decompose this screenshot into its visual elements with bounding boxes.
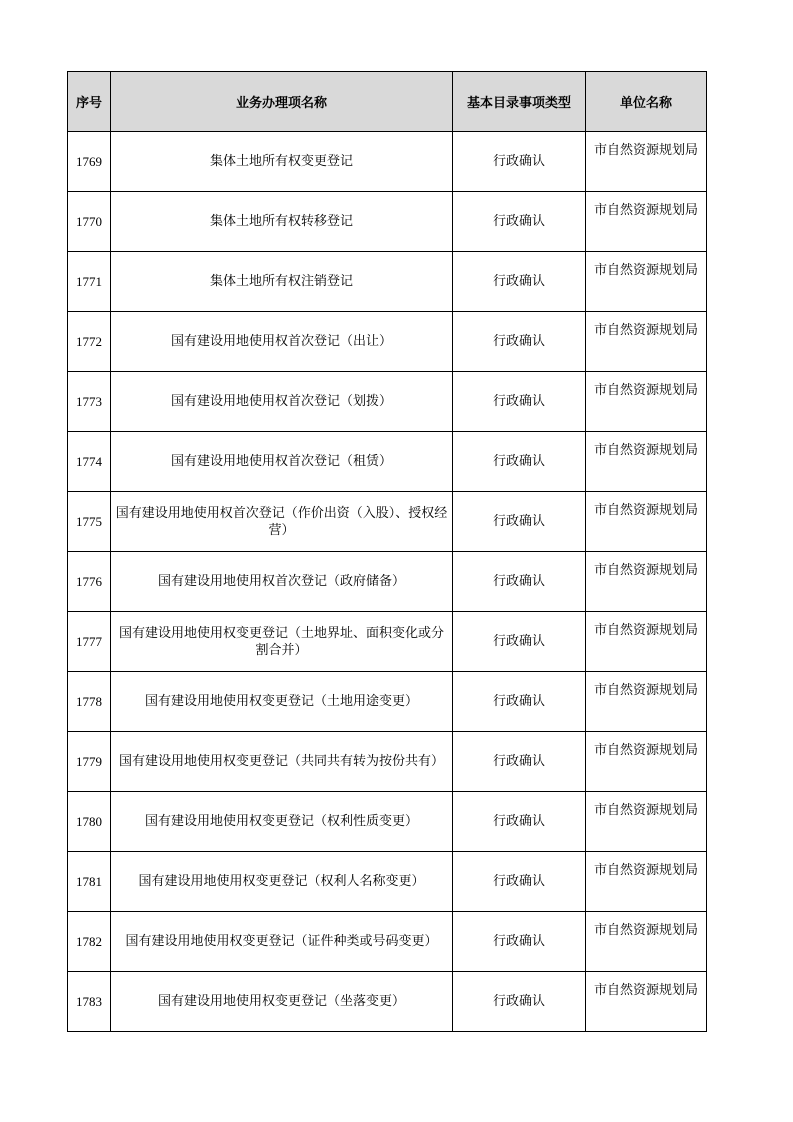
cell-unit-name: 市自然资源规划局: [586, 732, 707, 792]
cell-item-name: 国有建设用地使用权变更登记（土地用途变更）: [111, 672, 453, 732]
table-row: [68, 612, 707, 672]
cell-seq: 1772: [68, 312, 111, 372]
cell-unit-name: 市自然资源规划局: [586, 432, 707, 492]
cell-seq: 1776: [68, 552, 111, 612]
cell-seq: 1780: [68, 792, 111, 852]
table-row: [68, 912, 707, 972]
cell-item-name: 国有建设用地使用权变更登记（共同共有转为按份共有）: [111, 732, 453, 792]
cell-unit-name: 市自然资源规划局: [586, 852, 707, 912]
cell-item-name: 国有建设用地使用权变更登记（坐落变更）: [111, 972, 453, 1032]
table-row: [68, 132, 707, 192]
table-row: [68, 552, 707, 612]
cell-seq: 1779: [68, 732, 111, 792]
table-row: [68, 732, 707, 792]
cell-unit-name: 市自然资源规划局: [586, 912, 707, 972]
cell-item-type: 行政确认: [453, 672, 586, 732]
table-row: [68, 192, 707, 252]
header-name: 业务办理项名称: [111, 72, 453, 132]
cell-item-type: 行政确认: [453, 792, 586, 852]
header-unit: 单位名称: [586, 72, 707, 132]
cell-unit-name: 市自然资源规划局: [586, 312, 707, 372]
table-row: [68, 972, 707, 1032]
cell-item-type: 行政确认: [453, 612, 586, 672]
table-row: [68, 492, 707, 552]
cell-seq: 1783: [68, 972, 111, 1032]
cell-item-type: 行政确认: [453, 552, 586, 612]
cell-item-name: 国有建设用地使用权首次登记（租赁）: [111, 432, 453, 492]
cell-item-type: 行政确认: [453, 252, 586, 312]
cell-item-name: 国有建设用地使用权变更登记（权利性质变更）: [111, 792, 453, 852]
cell-item-type: 行政确认: [453, 192, 586, 252]
cell-seq: 1777: [68, 612, 111, 672]
cell-item-type: 行政确认: [453, 312, 586, 372]
cell-item-type: 行政确认: [453, 132, 586, 192]
cell-item-type: 行政确认: [453, 852, 586, 912]
cell-item-name: 集体土地所有权变更登记: [111, 132, 453, 192]
table-row: [68, 672, 707, 732]
table-row: [68, 312, 707, 372]
cell-item-name: 国有建设用地使用权首次登记（出让）: [111, 312, 453, 372]
cell-seq: 1769: [68, 132, 111, 192]
cell-item-name: 国有建设用地使用权变更登记（土地界址、面积变化或分割合并）: [111, 612, 453, 672]
cell-unit-name: 市自然资源规划局: [586, 612, 707, 672]
cell-item-type: 行政确认: [453, 732, 586, 792]
cell-unit-name: 市自然资源规划局: [586, 192, 707, 252]
table-row: [68, 252, 707, 312]
cell-item-type: 行政确认: [453, 372, 586, 432]
header-seq: 序号: [68, 72, 111, 132]
cell-unit-name: 市自然资源规划局: [586, 132, 707, 192]
cell-seq: 1770: [68, 192, 111, 252]
table-row: [68, 792, 707, 852]
table-row: [68, 432, 707, 492]
cell-item-type: 行政确认: [453, 432, 586, 492]
cell-item-type: 行政确认: [453, 912, 586, 972]
cell-unit-name: 市自然资源规划局: [586, 552, 707, 612]
cell-seq: 1771: [68, 252, 111, 312]
cell-seq: 1775: [68, 492, 111, 552]
cell-seq: 1773: [68, 372, 111, 432]
cell-item-type: 行政确认: [453, 492, 586, 552]
table-row: [68, 372, 707, 432]
cell-item-name: 国有建设用地使用权首次登记（划拨）: [111, 372, 453, 432]
cell-unit-name: 市自然资源规划局: [586, 492, 707, 552]
cell-unit-name: 市自然资源规划局: [586, 372, 707, 432]
cell-item-name: 国有建设用地使用权首次登记（政府储备）: [111, 552, 453, 612]
cell-unit-name: 市自然资源规划局: [586, 972, 707, 1032]
cell-unit-name: 市自然资源规划局: [586, 672, 707, 732]
cell-seq: 1781: [68, 852, 111, 912]
cell-seq: 1774: [68, 432, 111, 492]
cell-unit-name: 市自然资源规划局: [586, 252, 707, 312]
cell-item-name: 集体土地所有权注销登记: [111, 252, 453, 312]
cell-item-type: 行政确认: [453, 972, 586, 1032]
table-row: [68, 852, 707, 912]
header-type: 基本目录事项类型: [453, 72, 586, 132]
cell-seq: 1782: [68, 912, 111, 972]
cell-item-name: 国有建设用地使用权变更登记（证件种类或号码变更）: [111, 912, 453, 972]
cell-seq: 1778: [68, 672, 111, 732]
cell-item-name: 国有建设用地使用权变更登记（权利人名称变更）: [111, 852, 453, 912]
catalog-table: [67, 71, 707, 1032]
header-row: [68, 72, 707, 132]
cell-unit-name: 市自然资源规划局: [586, 792, 707, 852]
cell-item-name: 集体土地所有权转移登记: [111, 192, 453, 252]
cell-item-name: 国有建设用地使用权首次登记（作价出资（入股）、授权经营）: [111, 492, 453, 552]
